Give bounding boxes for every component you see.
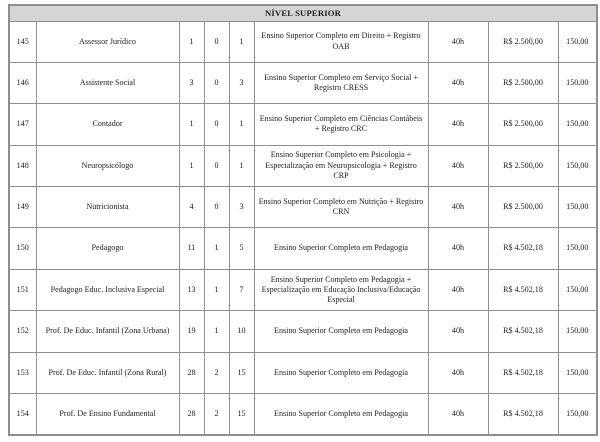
taxa-inscricao: 150,00 bbox=[558, 311, 597, 352]
cargos-table bbox=[8, 4, 598, 436]
codigo-cargo: 153 bbox=[9, 352, 36, 393]
vencimento-base: R$ 2.500,00 bbox=[488, 104, 558, 145]
codigo-cargo: 145 bbox=[9, 21, 36, 62]
codigo-cargo: 150 bbox=[9, 228, 36, 269]
requisito-escolaridade: Ensino Superior Completo em Pedagogia bbox=[254, 311, 428, 352]
nome-cargo: Contador bbox=[36, 104, 179, 145]
requisito-escolaridade: Ensino Superior Completo em Ciências Contábeis + Registro CRC bbox=[254, 104, 428, 145]
nome-cargo: Prof. De Educ. Infantil (Zona Rural) bbox=[36, 352, 179, 393]
vagas-pcd: 1 bbox=[204, 311, 229, 352]
requisito-escolaridade: Ensino Superior Completo em Pedagogia bbox=[254, 228, 428, 269]
codigo-cargo: 146 bbox=[9, 62, 36, 103]
table-row bbox=[9, 311, 597, 352]
vagas-ampla: 1 bbox=[179, 104, 204, 145]
vagas-ampla: 28 bbox=[179, 394, 204, 435]
section-header-title: NÍVEL SUPERIOR bbox=[9, 5, 597, 21]
nome-cargo: Prof. De Ensino Fundamental bbox=[36, 394, 179, 435]
vagas-cadastro-reserva: 1 bbox=[229, 104, 254, 145]
carga-horaria: 40h bbox=[428, 145, 488, 186]
codigo-cargo: 147 bbox=[9, 104, 36, 145]
vagas-pcd: 2 bbox=[204, 394, 229, 435]
vagas-ampla: 28 bbox=[179, 352, 204, 393]
carga-horaria: 40h bbox=[428, 187, 488, 228]
nome-cargo: Pedagogo Educ. Inclusiva Especial bbox=[36, 269, 179, 310]
table-row bbox=[9, 269, 597, 310]
vagas-cadastro-reserva: 15 bbox=[229, 394, 254, 435]
vagas-pcd: 1 bbox=[204, 269, 229, 310]
codigo-cargo: 149 bbox=[9, 187, 36, 228]
requisito-escolaridade: Ensino Superior Completo em Nutrição + Registro CRN bbox=[254, 187, 428, 228]
vagas-cadastro-reserva: 1 bbox=[229, 21, 254, 62]
taxa-inscricao: 150,00 bbox=[558, 352, 597, 393]
vagas-pcd: 0 bbox=[204, 104, 229, 145]
nome-cargo: Neuropsicólogo bbox=[36, 145, 179, 186]
vagas-ampla: 11 bbox=[179, 228, 204, 269]
requisito-escolaridade: Ensino Superior Completo em Pedagogia bbox=[254, 352, 428, 393]
carga-horaria: 40h bbox=[428, 311, 488, 352]
vagas-cadastro-reserva: 15 bbox=[229, 352, 254, 393]
carga-horaria: 40h bbox=[428, 21, 488, 62]
nome-cargo: Prof. De Educ. Infantil (Zona Urbana) bbox=[36, 311, 179, 352]
vagas-pcd: 0 bbox=[204, 187, 229, 228]
vagas-cadastro-reserva: 5 bbox=[229, 228, 254, 269]
vencimento-base: R$ 4.502,18 bbox=[488, 394, 558, 435]
carga-horaria: 40h bbox=[428, 352, 488, 393]
vencimento-base: R$ 2.500,00 bbox=[488, 21, 558, 62]
requisito-escolaridade: Ensino Superior Completo em Pedagogia + Especialização em Educação Inclusiva/Educação Especial bbox=[254, 269, 428, 310]
requisito-escolaridade: Ensino Superior Completo em Direito + Registro OAB bbox=[254, 21, 428, 62]
nome-cargo: Nutricionista bbox=[36, 187, 179, 228]
carga-horaria: 40h bbox=[428, 228, 488, 269]
vagas-pcd: 1 bbox=[204, 228, 229, 269]
codigo-cargo: 154 bbox=[9, 394, 36, 435]
vagas-ampla: 3 bbox=[179, 62, 204, 103]
taxa-inscricao: 150,00 bbox=[558, 62, 597, 103]
taxa-inscricao: 150,00 bbox=[558, 269, 597, 310]
cargos-table-body bbox=[9, 5, 597, 435]
vagas-cadastro-reserva: 1 bbox=[229, 145, 254, 186]
carga-horaria: 40h bbox=[428, 269, 488, 310]
vagas-pcd: 0 bbox=[204, 62, 229, 103]
table-row bbox=[9, 352, 597, 393]
carga-horaria: 40h bbox=[428, 104, 488, 145]
vagas-pcd: 0 bbox=[204, 21, 229, 62]
taxa-inscricao: 150,00 bbox=[558, 187, 597, 228]
vagas-cadastro-reserva: 7 bbox=[229, 269, 254, 310]
table-row bbox=[9, 145, 597, 186]
taxa-inscricao: 150,00 bbox=[558, 228, 597, 269]
nome-cargo: Assessor Jurídico bbox=[36, 21, 179, 62]
taxa-inscricao: 150,00 bbox=[558, 145, 597, 186]
vencimento-base: R$ 2.500,00 bbox=[488, 187, 558, 228]
taxa-inscricao: 150,00 bbox=[558, 104, 597, 145]
table-row bbox=[9, 104, 597, 145]
table-row bbox=[9, 187, 597, 228]
requisito-escolaridade: Ensino Superior Completo em Psicologia + Especialização em Neuropsicologia + Registro CRP bbox=[254, 145, 428, 186]
vagas-ampla: 1 bbox=[179, 21, 204, 62]
carga-horaria: 40h bbox=[428, 394, 488, 435]
vagas-cadastro-reserva: 3 bbox=[229, 62, 254, 103]
codigo-cargo: 151 bbox=[9, 269, 36, 310]
vagas-ampla: 19 bbox=[179, 311, 204, 352]
vagas-pcd: 2 bbox=[204, 352, 229, 393]
table-row bbox=[9, 228, 597, 269]
nome-cargo: Assistente Social bbox=[36, 62, 179, 103]
vagas-ampla: 1 bbox=[179, 145, 204, 186]
vencimento-base: R$ 2.500,00 bbox=[488, 62, 558, 103]
vagas-ampla: 4 bbox=[179, 187, 204, 228]
section-header-row bbox=[9, 5, 597, 21]
vagas-ampla: 13 bbox=[179, 269, 204, 310]
table-row bbox=[9, 394, 597, 435]
taxa-inscricao: 150,00 bbox=[558, 394, 597, 435]
vencimento-base: R$ 4.502,18 bbox=[488, 269, 558, 310]
table-row bbox=[9, 62, 597, 103]
vencimento-base: R$ 4.502,18 bbox=[488, 228, 558, 269]
vagas-pcd: 0 bbox=[204, 145, 229, 186]
vencimento-base: R$ 2.500,00 bbox=[488, 145, 558, 186]
vagas-cadastro-reserva: 3 bbox=[229, 187, 254, 228]
vencimento-base: R$ 4.502,18 bbox=[488, 352, 558, 393]
table-row bbox=[9, 21, 597, 62]
vencimento-base: R$ 4.502,18 bbox=[488, 311, 558, 352]
taxa-inscricao: 150,00 bbox=[558, 21, 597, 62]
vagas-cadastro-reserva: 10 bbox=[229, 311, 254, 352]
requisito-escolaridade: Ensino Superior Completo em Pedagogia bbox=[254, 394, 428, 435]
nome-cargo: Pedagogo bbox=[36, 228, 179, 269]
carga-horaria: 40h bbox=[428, 62, 488, 103]
codigo-cargo: 148 bbox=[9, 145, 36, 186]
codigo-cargo: 152 bbox=[9, 311, 36, 352]
requisito-escolaridade: Ensino Superior Completo em Serviço Social + Registro CRESS bbox=[254, 62, 428, 103]
